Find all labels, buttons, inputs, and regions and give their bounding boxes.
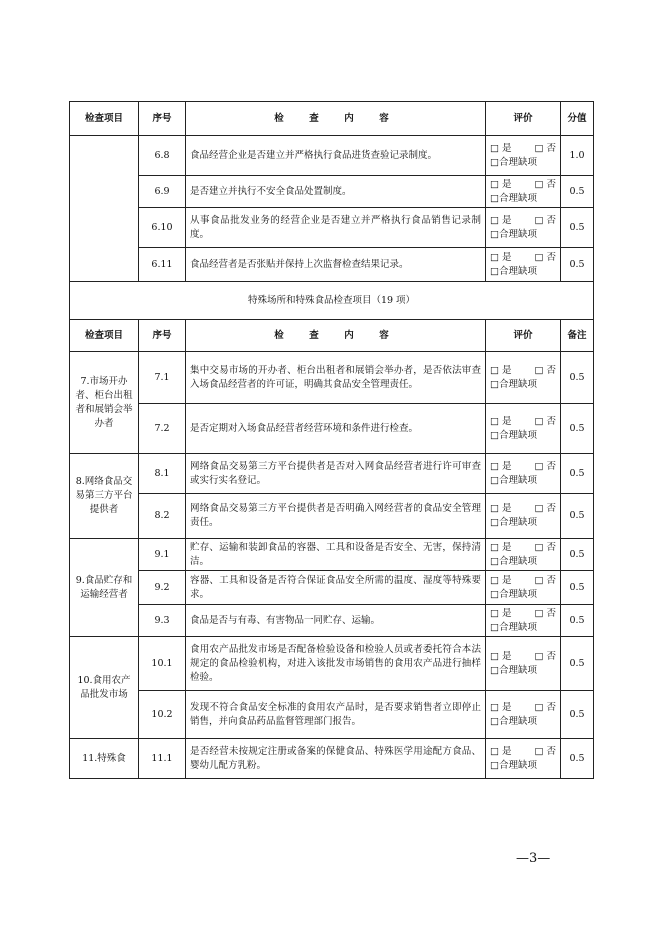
row-seq: 6.9 bbox=[139, 176, 186, 208]
evaluation-cell bbox=[486, 176, 561, 208]
evaluation-cell bbox=[486, 352, 561, 404]
header-eval: 评价 bbox=[486, 102, 561, 136]
row-seq: 6.11 bbox=[139, 248, 186, 282]
row-seq: 7.1 bbox=[139, 352, 186, 404]
checkbox-no[interactable]: □ 否 bbox=[534, 142, 556, 154]
checkbox-no[interactable]: □ 否 bbox=[534, 364, 556, 376]
row-content: 从事食品批发业务的经营企业是否建立并严格执行食品销售记录制度。 bbox=[186, 208, 486, 248]
row-content: 是否经营未按规定注册或备案的保健食品、特殊医学用途配方食品、婴幼儿配方乳粉。 bbox=[186, 739, 486, 779]
checkbox-yes[interactable]: □ 是 bbox=[490, 142, 512, 154]
table-row bbox=[70, 454, 594, 494]
table-row bbox=[70, 539, 594, 571]
table-header-row-2 bbox=[70, 320, 594, 352]
row-content: 发现不符合食品安全标准的食用农产品时，是否要求销售者立即停止销售，并向食品药品监督管理部门报告。 bbox=[186, 691, 486, 739]
row-score: 0.5 bbox=[561, 248, 594, 282]
evaluation-cell bbox=[486, 637, 561, 691]
checkbox-not-applicable[interactable]: □合理缺项 bbox=[490, 588, 537, 600]
checkbox-no[interactable]: □ 否 bbox=[534, 178, 556, 190]
row-seq: 11.1 bbox=[139, 739, 186, 779]
checkbox-yes[interactable]: □ 是 bbox=[490, 650, 512, 662]
row-score: 0.5 bbox=[561, 176, 594, 208]
checkbox-yes[interactable]: □ 是 bbox=[490, 745, 512, 757]
checkbox-not-applicable[interactable]: □合理缺项 bbox=[490, 715, 537, 727]
row-content: 食品是否与有毒、有害物品一同贮存、运输。 bbox=[186, 605, 486, 637]
evaluation-cell bbox=[486, 208, 561, 248]
checkbox-no[interactable]: □ 否 bbox=[534, 574, 556, 586]
evaluation-line bbox=[490, 142, 556, 156]
section-banner-row bbox=[70, 282, 594, 320]
checkbox-not-applicable[interactable]: □合理缺项 bbox=[490, 621, 537, 633]
check-item-label: 8.网络食品交易第三方平台提供者 bbox=[70, 454, 139, 539]
row-content: 网络食品交易第三方平台提供者是否明确入网经营者的食品安全管理责任。 bbox=[186, 494, 486, 539]
row-score: 0.5 bbox=[561, 571, 594, 605]
evaluation-cell bbox=[486, 739, 561, 779]
checkbox-yes[interactable]: □ 是 bbox=[490, 178, 512, 190]
row-score: 0.5 bbox=[561, 404, 594, 454]
checkbox-yes[interactable]: □ 是 bbox=[490, 607, 512, 619]
row-score: 0.5 bbox=[561, 691, 594, 739]
header2-eval: 评价 bbox=[486, 320, 561, 352]
checkbox-not-applicable[interactable]: □合理缺项 bbox=[490, 192, 537, 204]
row-content: 是否定期对入场食品经营者经营环境和条件进行检查。 bbox=[186, 404, 486, 454]
check-item-label: 7.市场开办者、柜台出租者和展销会举办者 bbox=[70, 352, 139, 454]
evaluation-cell bbox=[486, 404, 561, 454]
evaluation-line bbox=[490, 701, 556, 715]
checkbox-not-applicable[interactable]: □合理缺项 bbox=[490, 429, 537, 441]
evaluation-line bbox=[490, 650, 556, 664]
checkbox-no[interactable]: □ 否 bbox=[534, 251, 556, 263]
header-item: 检查项目 bbox=[70, 102, 139, 136]
row-seq: 9.2 bbox=[139, 571, 186, 605]
row-score: 0.5 bbox=[561, 454, 594, 494]
checkbox-yes[interactable]: □ 是 bbox=[490, 541, 512, 553]
row-seq: 8.2 bbox=[139, 494, 186, 539]
row-score: 1.0 bbox=[561, 136, 594, 176]
table-row bbox=[70, 605, 594, 637]
row-score: 0.5 bbox=[561, 739, 594, 779]
evaluation-cell bbox=[486, 571, 561, 605]
row-content: 食品经营者是否张贴并保持上次监督检查结果记录。 bbox=[186, 248, 486, 282]
checkbox-not-applicable[interactable]: □合理缺项 bbox=[490, 759, 537, 771]
evaluation-cell bbox=[486, 494, 561, 539]
evaluation-line bbox=[490, 178, 556, 192]
check-item-label: 9.食品贮存和运输经营者 bbox=[70, 539, 139, 637]
checkbox-not-applicable[interactable]: □合理缺项 bbox=[490, 265, 537, 277]
checkbox-no[interactable]: □ 否 bbox=[534, 701, 556, 713]
evaluation-line bbox=[490, 251, 556, 265]
checkbox-not-applicable[interactable]: □合理缺项 bbox=[490, 517, 537, 528]
evaluation-cell bbox=[486, 248, 561, 282]
evaluation-line bbox=[490, 574, 556, 588]
checkbox-yes[interactable]: □ 是 bbox=[490, 574, 512, 586]
table-row bbox=[70, 136, 594, 176]
row-seq: 6.8 bbox=[139, 136, 186, 176]
row-score: 0.5 bbox=[561, 352, 594, 404]
row-seq: 7.2 bbox=[139, 404, 186, 454]
table-row bbox=[70, 208, 594, 248]
evaluation-line bbox=[490, 541, 556, 555]
checkbox-not-applicable[interactable]: □合理缺项 bbox=[490, 474, 537, 486]
checkbox-no[interactable]: □ 否 bbox=[534, 541, 556, 553]
checkbox-yes[interactable]: □ 是 bbox=[490, 251, 512, 263]
checkbox-yes[interactable]: □ 是 bbox=[490, 701, 512, 713]
evaluation-cell bbox=[486, 605, 561, 637]
checkbox-not-applicable[interactable]: □合理缺项 bbox=[490, 156, 537, 168]
table-row bbox=[70, 637, 594, 691]
row-content: 是否建立并执行不安全食品处置制度。 bbox=[186, 176, 486, 208]
row-score: 0.5 bbox=[561, 539, 594, 571]
checkbox-no[interactable]: □ 否 bbox=[534, 745, 556, 757]
table-row bbox=[70, 571, 594, 605]
row-content: 容器、工具和设备是否符合保证食品安全所需的温度、湿度等特殊要求。 bbox=[186, 571, 486, 605]
table-row bbox=[70, 176, 594, 208]
table-header-row bbox=[70, 102, 594, 136]
evaluation-line bbox=[490, 502, 556, 516]
checkbox-not-applicable[interactable]: □合理缺项 bbox=[490, 378, 537, 390]
row-score: 0.5 bbox=[561, 605, 594, 637]
item-cell-empty bbox=[70, 136, 139, 282]
header2-score: 备注 bbox=[561, 320, 594, 352]
row-content: 食品经营企业是否建立并严格执行食品进货查验记录制度。 bbox=[186, 136, 486, 176]
checkbox-no[interactable]: □ 否 bbox=[534, 415, 556, 427]
row-score: 0.5 bbox=[561, 637, 594, 691]
header2-content: 检 查 内 容 bbox=[186, 320, 486, 352]
evaluation-line bbox=[490, 415, 556, 429]
table-row bbox=[70, 352, 594, 404]
checkbox-no[interactable]: □ 否 bbox=[534, 607, 556, 619]
header-seq: 序号 bbox=[139, 102, 186, 136]
evaluation-cell bbox=[486, 454, 561, 494]
table-row bbox=[70, 494, 594, 539]
evaluation-cell bbox=[486, 691, 561, 739]
checkbox-not-applicable[interactable]: □合理缺项 bbox=[490, 664, 537, 676]
table-row bbox=[70, 739, 594, 779]
checkbox-no[interactable]: □ 否 bbox=[534, 460, 556, 472]
page-number: —3— bbox=[516, 851, 551, 866]
row-seq: 9.3 bbox=[139, 605, 186, 637]
row-content: 集中交易市场的开办者、柜台出租者和展销会举办者，是否依法审查入场食品经营者的许可证，明确其食品安全管理责任。 bbox=[186, 352, 486, 404]
check-item-label: 10.食用农产品批发市场 bbox=[70, 637, 139, 739]
table-row bbox=[70, 248, 594, 282]
evaluation-cell bbox=[486, 136, 561, 176]
header2-seq: 序号 bbox=[139, 320, 186, 352]
evaluation-line bbox=[490, 214, 556, 228]
checkbox-yes[interactable]: □ 是 bbox=[490, 214, 512, 226]
inspection-table bbox=[69, 101, 594, 779]
checkbox-yes[interactable]: □ 是 bbox=[490, 503, 512, 514]
row-content: 网络食品交易第三方平台提供者是否对入网食品经营者进行许可审查或实行实名登记。 bbox=[186, 454, 486, 494]
section-title: 特殊场所和特殊食品检查项目（19 项） bbox=[70, 282, 594, 320]
checkbox-no[interactable]: □ 否 bbox=[534, 214, 556, 226]
checkbox-yes[interactable]: □ 是 bbox=[490, 415, 512, 427]
evaluation-line bbox=[490, 745, 556, 759]
checkbox-not-applicable[interactable]: □合理缺项 bbox=[490, 228, 537, 240]
evaluation-line bbox=[490, 607, 556, 621]
checkbox-no[interactable]: □ 否 bbox=[534, 503, 556, 514]
header-score: 分值 bbox=[561, 102, 594, 136]
row-content: 贮存、运输和装卸食品的容器、工具和设备是否安全、无害，保持清洁。 bbox=[186, 539, 486, 571]
row-seq: 6.10 bbox=[139, 208, 186, 248]
row-seq: 9.1 bbox=[139, 539, 186, 571]
row-score: 0.5 bbox=[561, 208, 594, 248]
row-content: 食用农产品批发市场是否配备检验设备和检验人员或者委托符合本法规定的食品检验机构，对进入该批发市场销售的食用农产品进行抽样检验。 bbox=[186, 637, 486, 691]
row-score: 0.5 bbox=[561, 494, 594, 539]
header2-item: 检查项目 bbox=[70, 320, 139, 352]
header-content: 检 查 内 容 bbox=[186, 102, 486, 136]
row-seq: 10.2 bbox=[139, 691, 186, 739]
checkbox-no[interactable]: □ 否 bbox=[534, 650, 556, 662]
evaluation-line bbox=[490, 460, 556, 474]
checkbox-yes[interactable]: □ 是 bbox=[490, 460, 512, 472]
evaluation-line bbox=[490, 364, 556, 378]
table-row bbox=[70, 404, 594, 454]
checkbox-yes[interactable]: □ 是 bbox=[490, 364, 512, 376]
row-seq: 8.1 bbox=[139, 454, 186, 494]
row-seq: 10.1 bbox=[139, 637, 186, 691]
checkbox-not-applicable[interactable]: □合理缺项 bbox=[490, 555, 537, 567]
evaluation-cell bbox=[486, 539, 561, 571]
table-row bbox=[70, 691, 594, 739]
check-item-label: 11.特殊食 bbox=[70, 739, 139, 779]
